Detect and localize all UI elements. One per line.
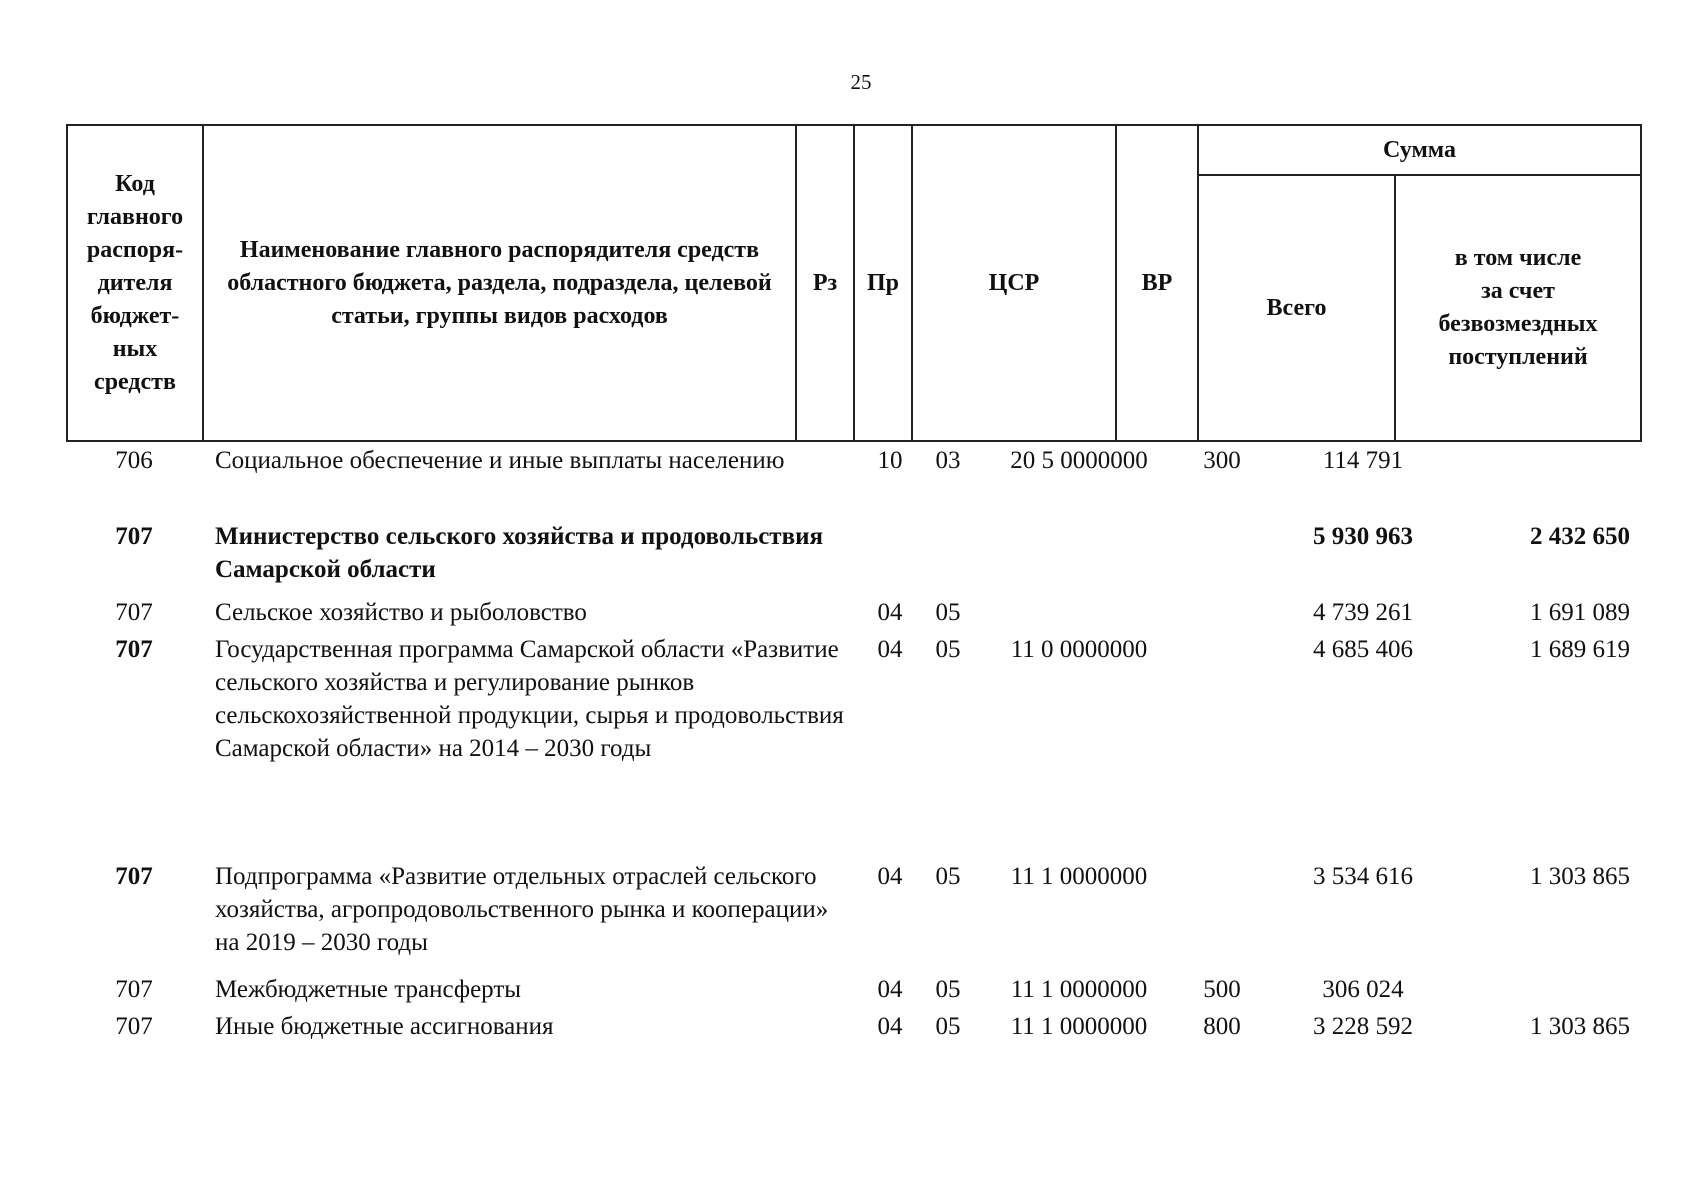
row-pr: 03 [935,447,961,474]
budget-table-header [66,124,1642,442]
header-grant [1395,175,1641,441]
table-row [66,596,1640,633]
header-csr: ЦСР [912,125,1116,441]
row-name: Подпрограмма «Развитие отдельных отраслей сельского хозяйства, агропродовольственного рынка и кооперации» на 2019 – 2030 годы [215,863,829,956]
row-vr: 500 [1203,976,1241,1003]
header-code-line: средств [94,368,176,395]
row-total: 306 024 [1322,976,1404,1003]
header-code [67,125,203,441]
header-sum: Сумма [1198,125,1641,175]
header-grant-line: поступлений [1448,344,1588,370]
row-pr: 05 [935,1013,961,1040]
row-grant: 1 691 089 [1530,599,1630,626]
header-grant-line: в том числе [1454,245,1582,271]
row-csr: 11 0 0000000 [1010,636,1148,663]
row-csr: 20 5 0000000 [1010,447,1148,474]
table-row [66,1010,1640,1047]
row-grant: 1 689 619 [1530,636,1630,663]
row-name: Государственная программа Самарской области «Развитие сельского хозяйства и регулирование рынков сельскохозяйственной продукции, сырья и продовольствия Самарской области» на 2014 – 2030 годы [215,636,844,762]
row-code: 707 [115,976,153,1003]
row-vr: 800 [1203,1013,1241,1040]
row-code: 706 [115,447,153,474]
header-grant-line: за счет [1481,278,1555,304]
row-code: 707 [115,599,153,626]
page-number: 25 [850,70,872,94]
row-rz: 04 [877,636,903,663]
header-grant-line: безвозмездных [1438,311,1598,337]
row-grant: 1 303 865 [1530,1013,1630,1040]
row-name: Сельское хозяйство и рыболовство [215,599,587,626]
row-total: 4 739 261 [1313,599,1413,626]
header-code-line: Код [115,170,155,197]
header-code-line: ных [112,335,158,362]
row-pr: 05 [935,863,961,890]
row-csr: 11 1 0000000 [1010,976,1148,1003]
row-name: Социальное обеспечение и иные выплаты населению [215,447,785,474]
header-rz: Рз [796,125,854,441]
row-csr: 11 1 0000000 [1010,863,1148,890]
row-rz: 04 [877,863,903,890]
row-code: 707 [115,523,153,550]
row-total: 3 228 592 [1313,1013,1413,1040]
row-pr: 05 [935,599,961,626]
row-code: 707 [115,1013,153,1040]
table-row [66,520,1640,596]
row-code: 707 [115,636,153,663]
row-total: 5 930 963 [1313,523,1413,550]
header-code-line: главного [86,203,184,230]
row-name: Межбюджетные трансферты [215,976,522,1003]
row-total: 3 534 616 [1313,863,1413,890]
row-pr: 05 [935,976,961,1003]
header-code-line: дителя [97,269,173,296]
header-vr: ВР [1116,125,1198,441]
row-code: 707 [115,863,153,890]
header-name: Наименование главного распорядителя средств областного бюджета, раздела, подраздела, целевой статьи, группы видов расходов [203,125,796,441]
table-row [66,633,1640,860]
row-rz: 10 [877,447,903,474]
row-rz: 04 [877,976,903,1003]
header-pr: Пр [854,125,912,441]
header-code-line: распоря- [86,236,184,263]
row-rz: 04 [877,599,903,626]
row-total: 4 685 406 [1313,636,1413,663]
header-total: Всего [1198,175,1395,441]
row-pr: 05 [935,636,961,663]
header-code-line: бюджет- [90,302,180,329]
row-grant: 1 303 865 [1530,863,1630,890]
row-csr: 11 1 0000000 [1010,1013,1148,1040]
row-rz: 04 [877,1013,903,1040]
row-name: Иные бюджетные ассигнования [215,1013,554,1040]
row-vr: 300 [1203,447,1241,474]
row-total: 114 791 [1322,447,1404,474]
row-grant: 2 432 650 [1530,523,1630,550]
row-name: Министерство сельского хозяйства и продовольствия Самарской области [215,523,824,583]
budget-table-body [66,444,1640,1047]
table-row [66,973,1640,1010]
table-row [66,860,1640,973]
table-row [66,444,1640,520]
